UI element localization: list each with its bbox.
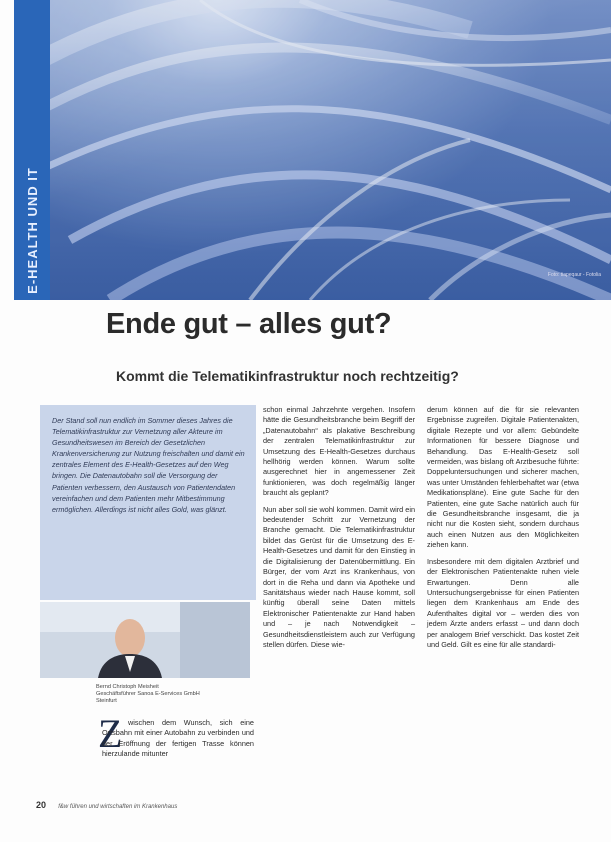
col3-paragraph-2: Insbesondere mit dem digitalen Arztbrief und der Elektronischen Patientenakte ruhen viele Erwartungen. Denn alle Untersuchungsergebnisse für einen Patienten liegen dem Krankenhaus am Ende des Aufenthaltes digital vor – werden dies von jedem Ärzte anders erfasst – und dann doch per analogem Brief verschickt. Das kostet Zeit und Geld. Gilt es eine für alle standardi- (427, 556, 579, 649)
section-sidebar (14, 0, 50, 300)
intro-text: Der Stand soll nun endlich im Sommer dieses Jahres die Telematikinfrastruktur zur Vernetzung aller Akteure im Gesundheitswesen im Bereich der Gesetzlichen Krankenversicherung zur Nutzung freischalten und damit ein zentrales Element des E-Health-Gesetzes auf den Weg bringen. Die Datenautobahn soll die Versorgung der Patienten verbessern, den Austausch von Patientendaten vereinfachen und dem Patienten mehr Mitbestimmung ermöglichen. Allerdings ist nicht alles Gold, was glänzt. (52, 416, 245, 514)
photo-caption (96, 684, 236, 706)
column-3 (427, 405, 579, 656)
intro-box (40, 405, 256, 600)
article-subtitle: Kommt die Telematikinfrastruktur noch rechtzeitig? (116, 368, 459, 384)
article-title: Ende gut – alles gut? (106, 308, 392, 340)
column-1 (102, 718, 254, 766)
col3-paragraph-1: derum können auf die für sie relevanten Ergebnisse zugreifen. Digitale Patientenakten, digitale Rezepte und vor allem: Gebündelte Informationen für bessere Diagnose und Behandlung. Das E-Health-Gesetz soll vermeiden, was bislang oft Arztbesuche führte: Doppeluntersuchungen und sicherer machen, was unter Umständen fehlerbehaftet war (etwa Medikationspläne). Eine gute Sache für den Patienten, eine gute Sache natürlich auch für die Gesundheitsbranche insgesamt, die ja nicht nur die Kosten sieht, sondern durchaus auch einen Nutzen aus den Möglichkeiten ziehen kann. (427, 405, 579, 550)
footer-source: f&w führen und wirtschaften im Krankenhaus (58, 804, 178, 810)
caption-role: Geschäftsführer Sanoa E-Services GmbH (96, 691, 200, 698)
caption-name: Bernd Christoph Meisheit (96, 684, 159, 690)
col2-paragraph-1: schon einmal Jahrzehnte vergehen. Insofern hätte die Gesundheitsbranche beim Begriff der „Datenautobahn“ als plakative Beschreibung der zentralen Telematikinfrastruktur zur Umsetzung des E-Health-Gesetzes durchaus hellhörig werden können. Warum sollte ausgerechnet hier in angemessener Zeit funktionieren, was doch regelmäßig länger braucht als geplant? (263, 405, 415, 498)
col2-paragraph-2: Nun aber soll sie wohl kommen. Damit wird ein bedeutender Schritt zur Vernetzung der Branche gemacht. Die Telematikinfrastruktur bildet das Gerüst für die Umsetzung des E-Health-Gesetzes und damit für den Einstieg in die Digitalisierung der Datenübermittlung. Ein Bürger, der vom Arzt ins Krankenhaus, von dort in die Reha und dann via Apotheke und Sanitätshaus wieder nach Hause kommt, soll künftig überall seine Daten mittels Elektronischer Patientenakte zur Hand haben und – je nach Notwendigkeit – Gesundheitsdienstleistern auch zur Verfügung stellen dürfen. Diese wie- (263, 504, 415, 649)
column-2 (263, 405, 415, 656)
section-label: E-HEALTH UND IT (24, 167, 40, 294)
caption-location: Steinfurt (96, 698, 117, 705)
drop-cap: Z (98, 711, 123, 756)
portrait-illustration (40, 602, 250, 678)
page-number: 20 (36, 800, 47, 810)
author-photo (40, 602, 250, 678)
light-trails-graphic (50, 0, 611, 300)
photo-credit: Foto: tiapeqaur - Fotolia (547, 272, 601, 278)
hero-image (50, 0, 611, 300)
col1-paragraph: wischen dem Wunsch, sich eine Ortsbahn mit einer Autobahn zu verbinden und der Eröffnung der fertigen Trasse können hierzulande mitunter (102, 718, 254, 759)
page-footer (36, 800, 177, 810)
